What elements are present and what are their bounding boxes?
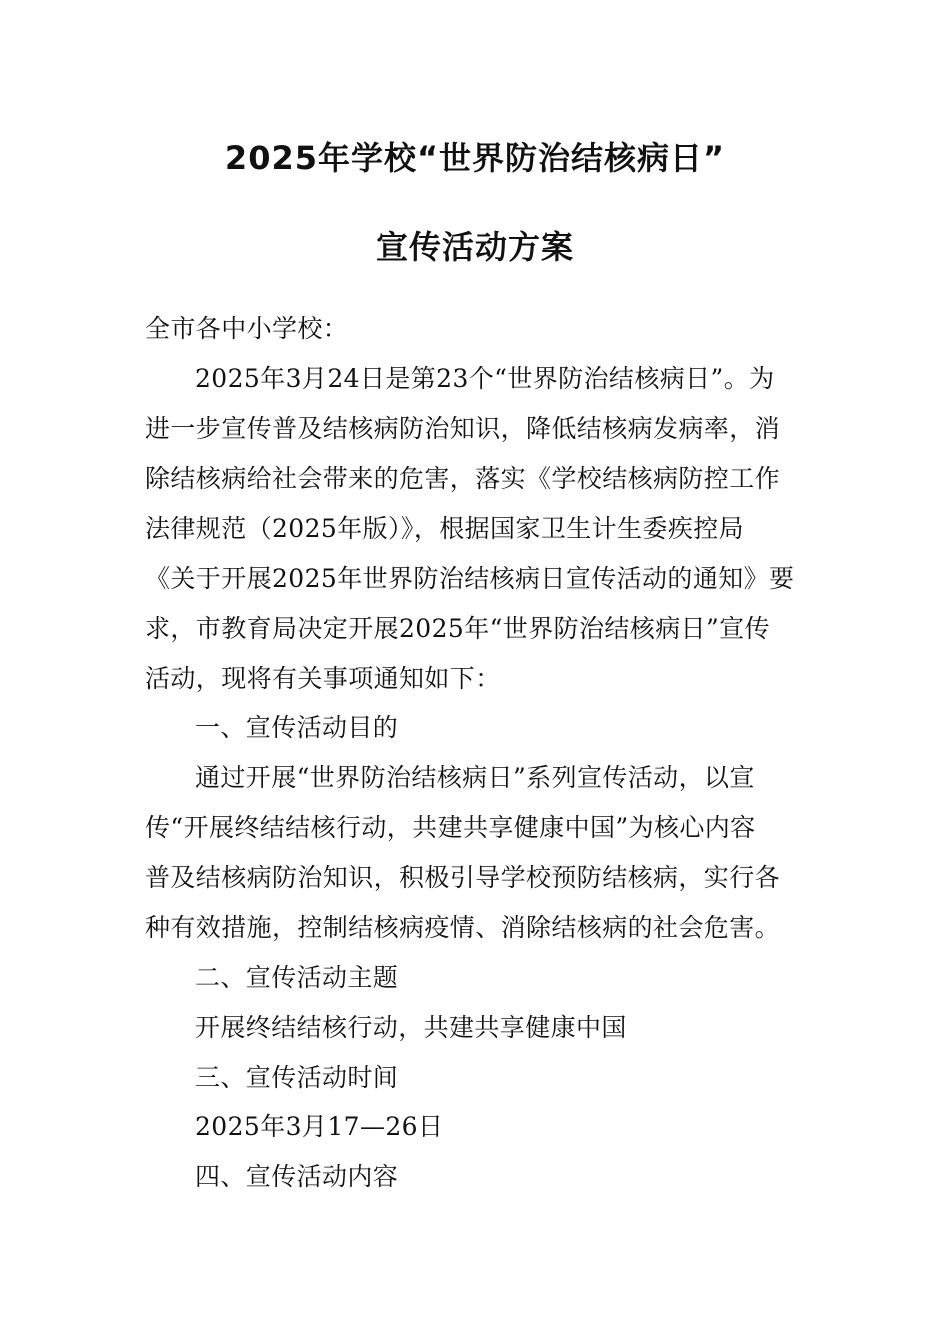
paragraph-line: 通过开展“世界防治结核病日”系列宣传活动，以宣 [195,763,755,792]
section-heading-purpose: 一、宣传活动目的 [195,713,399,742]
document-title-line-1: 2025年学校“世界防治结核病日” [224,139,726,177]
paragraph-line: 传“开展终结结核行动，共建共享健康中国”为核心内容 [145,813,756,842]
time-text: 2025年3月17—26日 [195,1112,444,1141]
paragraph-line: 2025年3月24日是第23个“世界防治结核病日”。为 [195,364,775,393]
paragraph-line: 除结核病给社会带来的危害，落实《学校结核病防控工作 [145,464,781,493]
salutation: 全市各中小学校： [145,314,349,343]
section-heading-theme: 二、宣传活动主题 [195,963,399,992]
paragraph-line: 种有效措施，控制结核病疫情、消除结核病的社会危害。 [145,913,781,942]
paragraph-line: 求，市教育局决定开展2025年“世界防治结核病日”宣传 [145,614,770,643]
paragraph-line: 进一步宣传普及结核病防治知识，降低结核病发病率，消 [145,414,781,443]
theme-text: 开展终结结核行动，共建共享健康中国 [195,1013,627,1042]
section-heading-time: 三、宣传活动时间 [195,1063,399,1092]
document-title-line-2: 宣传活动方案 [375,228,574,266]
paragraph-line: 活动，现将有关事项通知如下： [145,664,501,693]
paragraph-line: 《关于开展2025年世界防治结核病日宣传活动的通知》要 [145,564,795,593]
paragraph-line: 法律规范（2025年版）》，根据国家卫生计生委疾控局 [145,514,745,543]
section-heading-content: 四、宣传活动内容 [195,1162,399,1191]
paragraph-line: 普及结核病防治知识，积极引导学校预防结核病，实行各 [145,863,781,892]
